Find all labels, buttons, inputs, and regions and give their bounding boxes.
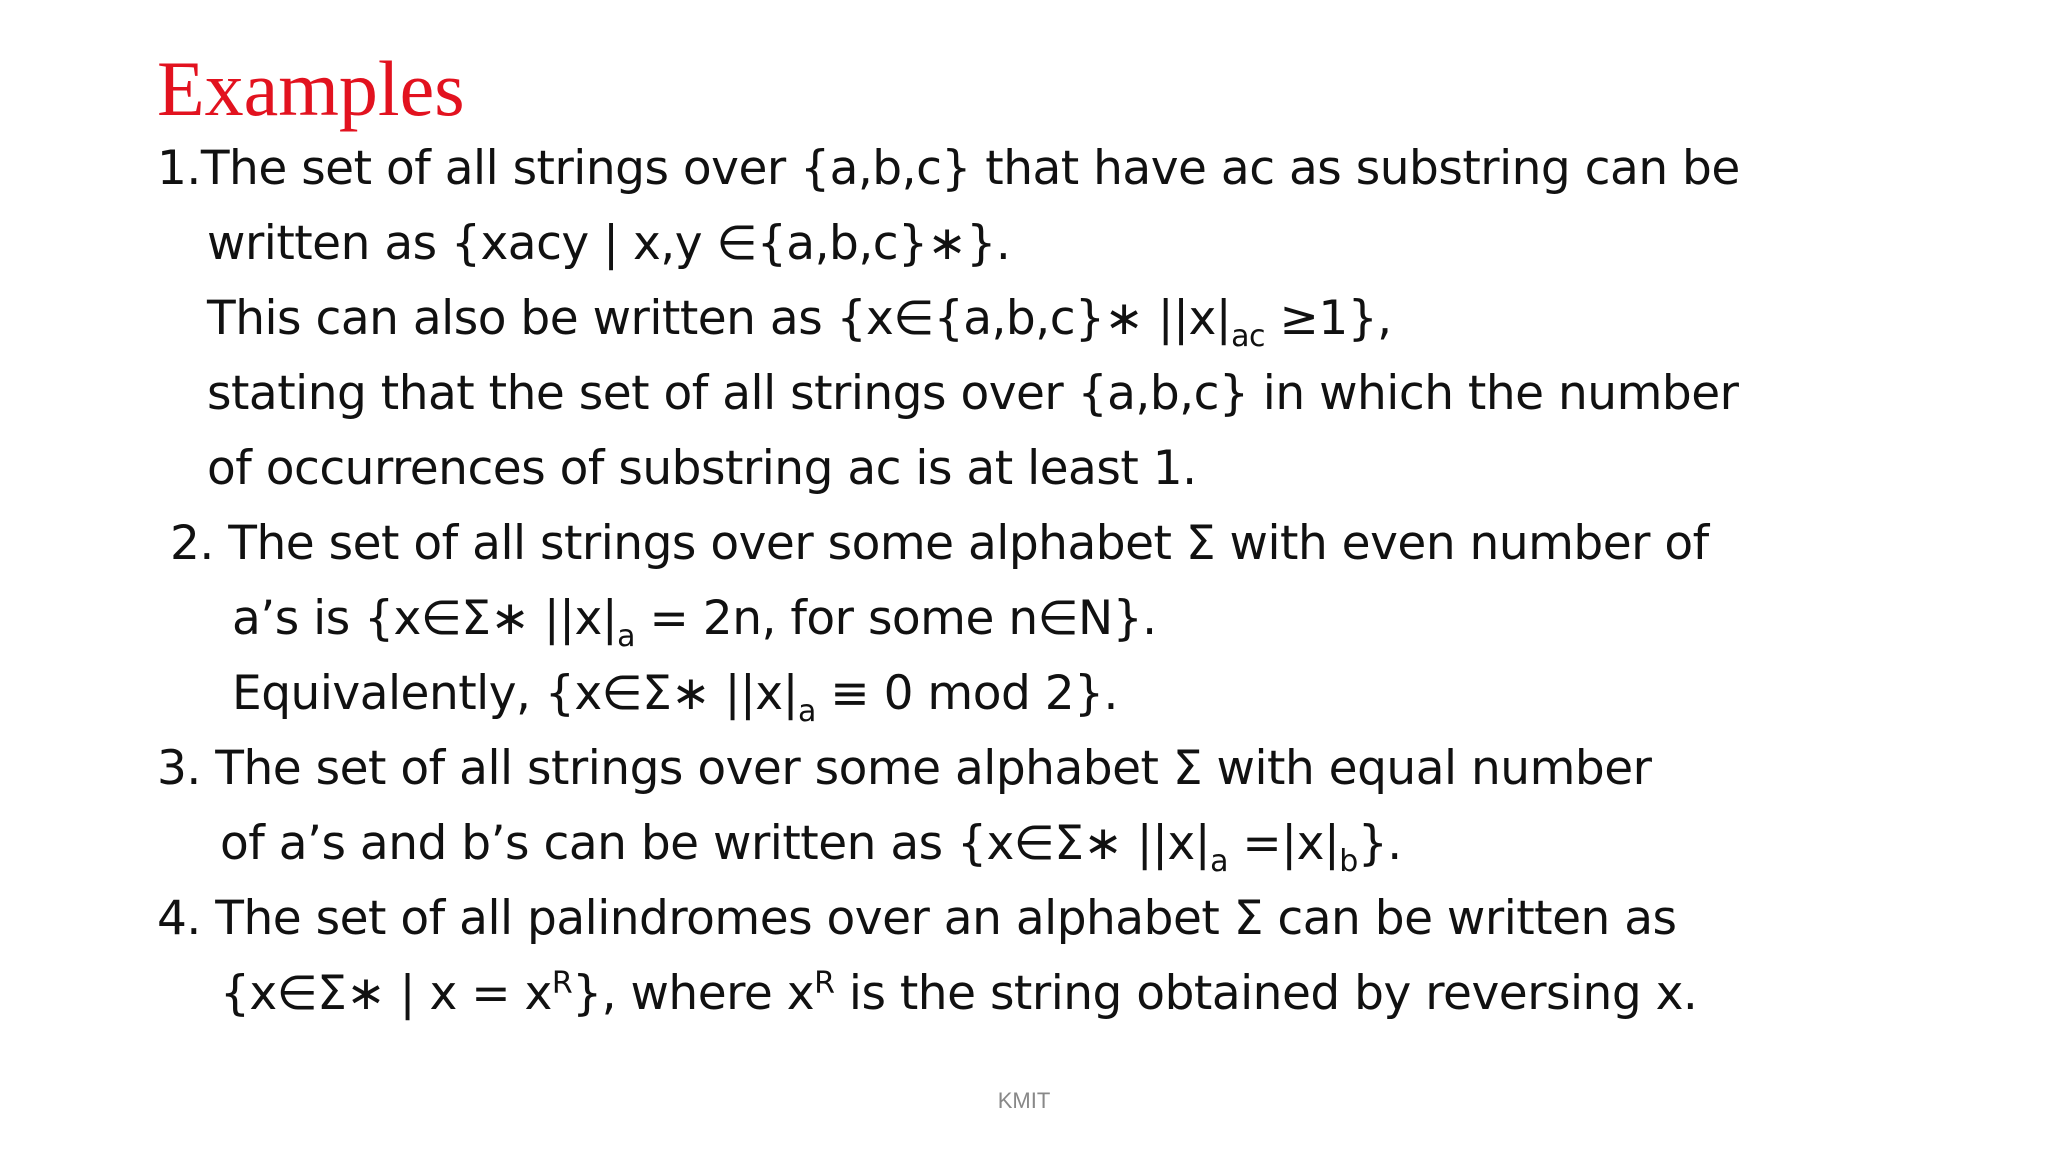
subscript: a xyxy=(1210,844,1228,879)
example-1-line-3 xyxy=(207,291,1392,354)
text-segment: ≥1}, xyxy=(1265,291,1392,346)
subscript: ac xyxy=(1231,319,1265,354)
text-segment: Equivalently, {x∈Σ∗ ||x| xyxy=(232,666,798,721)
example-2-line-2 xyxy=(232,591,1157,654)
text-segment: {x∈Σ∗ | x = x xyxy=(220,966,552,1021)
example-4-line-1: 4. The set of all palindromes over an alphabet Σ can be written as xyxy=(157,891,1677,946)
example-1-line-2: written as {xacy | x,y ∈{a,b,c}∗}. xyxy=(207,216,1011,271)
text-segment: = 2n, for some n∈N}. xyxy=(635,591,1157,646)
slide-footer: KMIT xyxy=(997,1088,1051,1113)
example-2-line-1: 2. The set of all strings over some alphabet Σ with even number of xyxy=(170,516,1709,571)
example-3-line-1: 3. The set of all strings over some alphabet Σ with equal number xyxy=(157,741,1652,796)
text-segment: a’s is {x∈Σ∗ ||x| xyxy=(232,591,618,646)
text-segment: }. xyxy=(1357,816,1402,871)
example-3-line-2 xyxy=(220,816,1402,879)
example-1-line-5: of occurrences of substring ac is at least 1. xyxy=(207,441,1197,496)
superscript: R xyxy=(551,966,573,1001)
text-segment: }, where x xyxy=(572,966,815,1021)
subscript: a xyxy=(797,694,816,729)
example-1-line-4: stating that the set of all strings over {a,b,c} in which the number xyxy=(207,366,1739,421)
text-segment: of a’s and b’s can be written as {x∈Σ∗ ||x| xyxy=(220,816,1211,871)
text-segment: This can also be written as {x∈{a,b,c}∗ ||x| xyxy=(207,291,1232,346)
example-4-line-2 xyxy=(220,966,1698,1021)
text-segment: is the string obtained by reversing x. xyxy=(834,966,1698,1021)
subscript: a xyxy=(617,619,636,654)
slide-title: Examples xyxy=(157,45,465,132)
subscript: b xyxy=(1339,844,1358,879)
text-segment: ≡ 0 mod 2}. xyxy=(815,666,1118,721)
text-segment: =|x| xyxy=(1227,816,1340,871)
superscript: R xyxy=(814,966,835,1001)
example-1-line-1: 1.The set of all strings over {a,b,c} that have ac as substring can be xyxy=(157,141,1740,196)
example-2-line-3 xyxy=(232,666,1118,729)
